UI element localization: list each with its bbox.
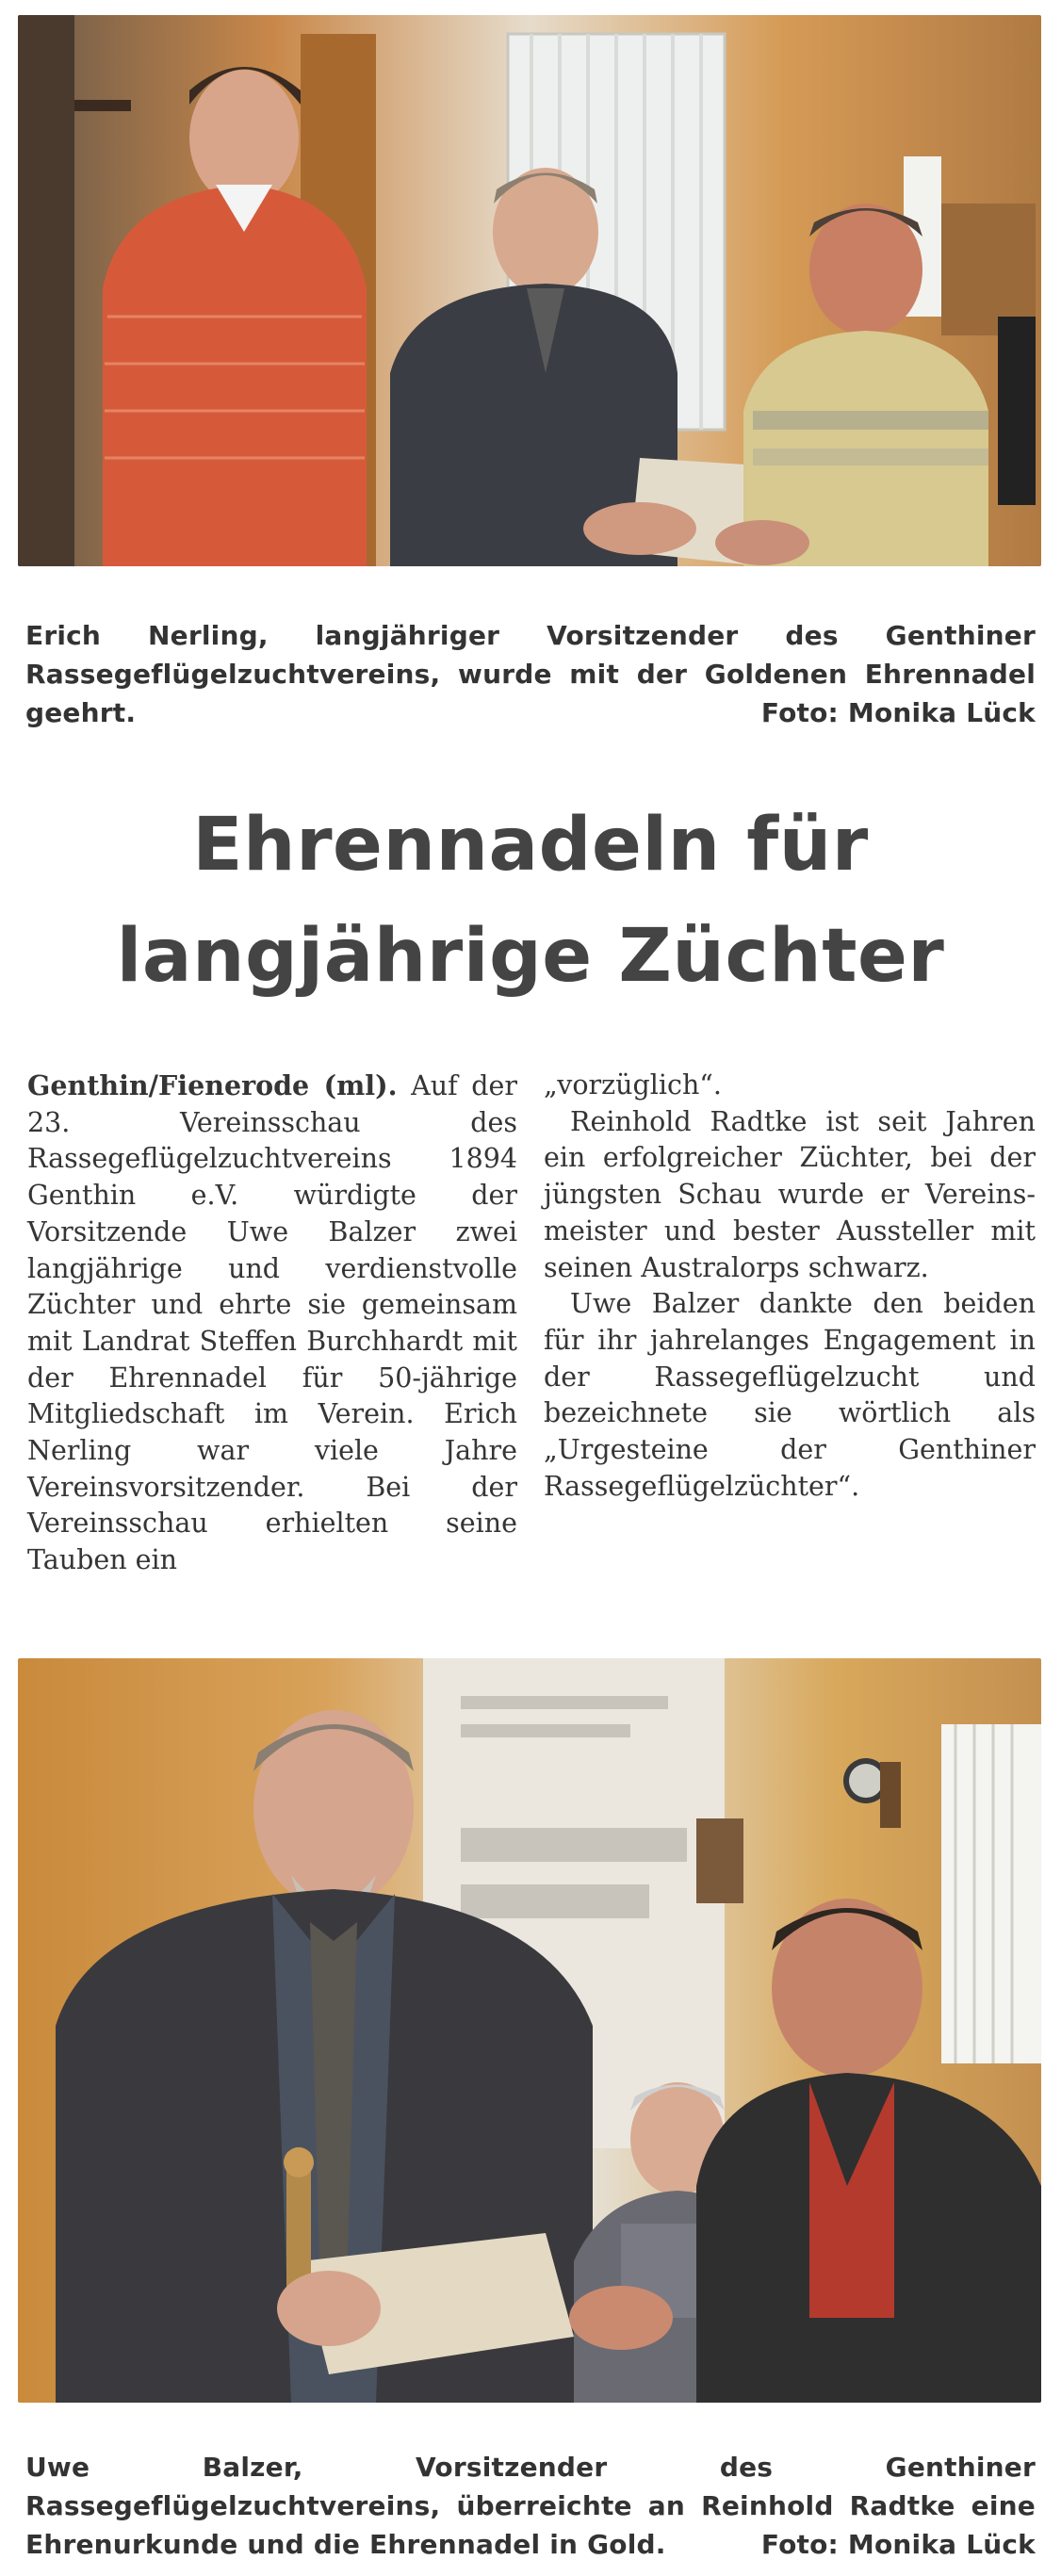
photo-certificate-handover-image (18, 1658, 1041, 2403)
headline-line-2: langjährige Züchter (116, 914, 945, 999)
photo-caption-bottom (25, 2448, 1036, 2564)
paragraph-1 (27, 1068, 517, 1579)
article-headline (0, 790, 1061, 1012)
photo-certificate-handover (18, 1658, 1041, 2403)
article-column-left (27, 1068, 517, 1579)
photo-award-handshake (18, 15, 1041, 566)
caption-text: Uwe Balzer, Vorsitzender des Genthiner Rassegeflügelzuchtvereins, überreichte an Reinhold Radtke eine Ehrenurkunde und die Ehrennadel in Gold. (25, 2452, 1036, 2560)
paragraph-1-continued: „vorzüglich“. (544, 1069, 722, 1101)
paragraph-1-text: Auf der 23. Vereinsschau des Rassegeflügelzuchtvereins 1894 Genthin e.V. würdigte der Vorsitzende Uwe Balzer zwei langjährige und verdienstvolle Züchter und ehrte sie gemeinsam mit Landrat Steffen Burchhardt mit der Ehrennadel für 50-jährige Mitgliedschaft im Verein. Erich Nerling war viele Jahre Vereinsvorsitzender. Bei der Vereinsschau erhielten seine Tauben ein (27, 1070, 517, 1576)
paragraph-2: Reinhold Radtke ist seit Jahren ein erfolgreicher Züchter, bei der jüngsten Schau wurde er Vereinsmeister und bester Aussteller mit seinen Australorps schwarz. (544, 1105, 1036, 1283)
headline-line-1: Ehrennadeln für (192, 803, 869, 888)
paragraph-3: Uwe Balzer dankte den beiden für ihr jahrelanges Engagement in der Rassegeflügelzucht und bezeichnete sie wörtlich als „Urgesteine der Genthiner Rassegeflügelzüchter“. (544, 1288, 1036, 1502)
photo-award-handshake-image (18, 15, 1041, 566)
article-column-right (544, 1068, 1036, 1505)
photo-credit: Foto: Monika Lück (760, 2529, 1036, 2560)
dateline: Genthin/Fienerode (ml). (27, 1069, 398, 1101)
photo-caption-top (25, 616, 1036, 732)
photo-credit: Foto: Monika Lück (760, 697, 1036, 728)
caption-text: Erich Nerling, langjähriger Vorsitzender des Genthiner Rassegeflügelzuchtvereins, wurde mit der Goldenen Ehrennadel geehrt. (25, 620, 1036, 728)
